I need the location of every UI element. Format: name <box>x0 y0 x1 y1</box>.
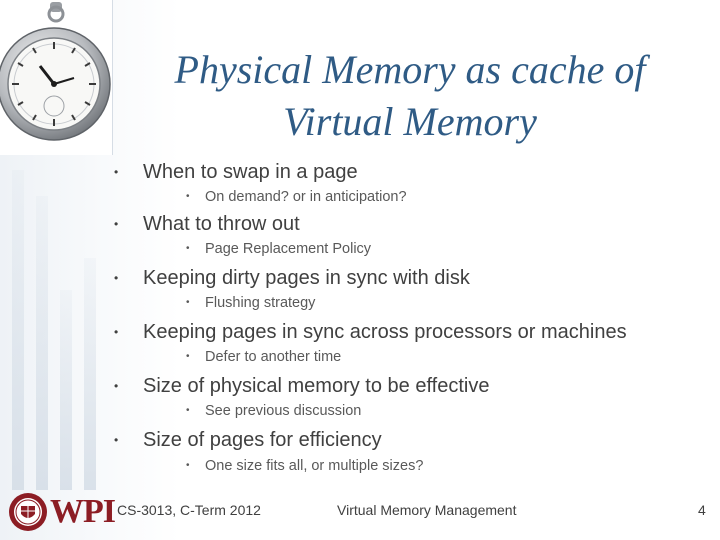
bullet-glyph: • <box>114 271 119 285</box>
sub-bullet-item <box>114 188 714 206</box>
sub-bullet-item <box>114 402 714 420</box>
bullet-text: Keeping pages in sync across processors or machines <box>143 321 627 343</box>
bullet-item <box>114 212 714 236</box>
bullet-glyph: • <box>186 297 190 308</box>
bullet-glyph: • <box>186 243 190 254</box>
bullet-item <box>114 374 714 398</box>
decorative-bars <box>0 160 120 490</box>
bullet-item <box>114 160 714 184</box>
sub-bullet-text: One size fits all, or multiple sizes? <box>205 458 424 474</box>
sub-bullet-item <box>114 294 714 312</box>
wpi-seal-icon <box>8 492 48 532</box>
bullet-glyph: • <box>114 217 119 231</box>
slide-footer <box>0 488 720 540</box>
bullet-text: When to swap in a page <box>143 161 358 183</box>
photo-frame <box>0 0 113 155</box>
title-line: Virtual Memory <box>283 99 537 144</box>
sub-bullet-text: Defer to another time <box>205 349 342 365</box>
sub-bullet-text: Flushing strategy <box>205 295 316 311</box>
slide-number: 4 <box>698 502 706 518</box>
bullet-text: Size of physical memory to be effective <box>143 375 490 397</box>
decorative-bar <box>84 258 96 490</box>
bullet-list <box>114 160 714 475</box>
decorative-bar <box>12 170 24 490</box>
title-line: Physical Memory as cache of <box>174 47 646 92</box>
wpi-wordmark: WPI <box>50 493 115 530</box>
sub-bullet-item <box>114 240 714 258</box>
bullet-glyph: • <box>114 325 119 339</box>
bullet-glyph: • <box>186 460 190 471</box>
bullet-item <box>114 266 714 290</box>
bullet-glyph: • <box>186 191 190 202</box>
sub-bullet-text: On demand? or in anticipation? <box>205 189 407 205</box>
bullet-item <box>114 320 714 344</box>
slide-title <box>130 44 690 148</box>
decorative-bar <box>60 290 72 490</box>
footer-course: CS-3013, C-Term 2012 <box>117 502 261 518</box>
bullet-glyph: • <box>114 165 119 179</box>
bullet-glyph: • <box>114 433 119 447</box>
sub-bullet-item <box>114 348 714 366</box>
bullet-glyph: • <box>186 405 190 416</box>
bullet-item <box>114 428 714 452</box>
bullet-glyph: • <box>114 379 119 393</box>
bullet-text: Keeping dirty pages in sync with disk <box>143 267 470 289</box>
bullet-text: What to throw out <box>143 213 300 235</box>
sub-bullet-text: Page Replacement Policy <box>205 241 372 257</box>
sub-bullet-text: See previous discussion <box>205 403 362 419</box>
footer-topic: Virtual Memory Management <box>337 502 517 518</box>
bullet-text: Size of pages for efficiency <box>143 429 382 451</box>
pocket-watch-image <box>0 0 112 155</box>
decorative-bar <box>36 196 48 490</box>
wpi-logo <box>8 492 115 532</box>
sub-bullet-item <box>114 457 714 475</box>
bullet-glyph: • <box>186 351 190 362</box>
